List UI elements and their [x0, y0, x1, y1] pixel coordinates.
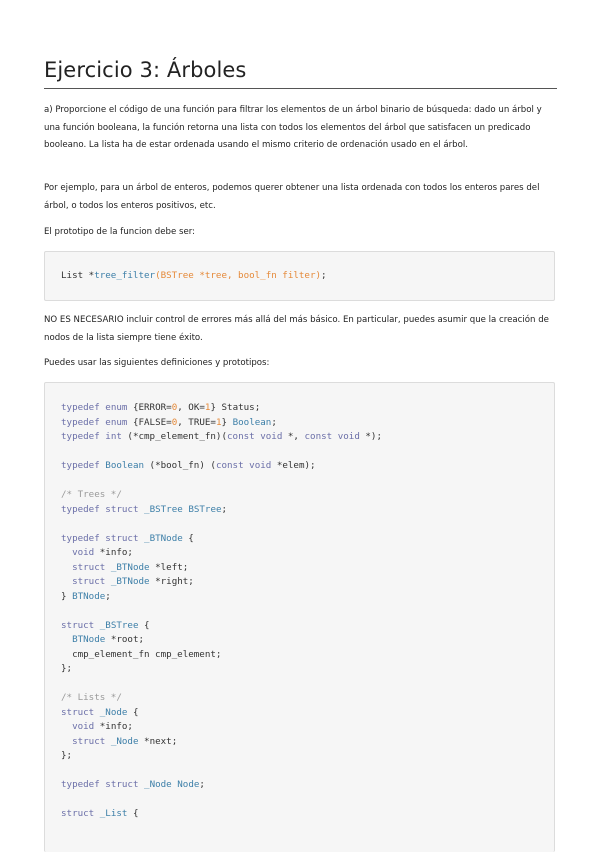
code-line: } BTNode;	[61, 590, 111, 602]
code-line: struct _BTNode *right;	[72, 576, 194, 587]
title-divider	[44, 88, 557, 89]
code-line: BTNode *root;	[72, 634, 145, 645]
code-line: typedef struct _BSTree BSTree;	[61, 503, 228, 515]
code-line: /* Lists */	[61, 692, 122, 703]
paragraph-example: Por ejemplo, para un árbol de enteros, podemos querer obtener una lista ordenada con todos los enteros pares del árbol, o todos los enteros positivos, etc.	[44, 183, 540, 211]
paragraph-error-note: NO ES NECESARIO incluir control de errores más allá del más básico. En particular, puedes asumir que la creación de nodos de la lista siempre tiene éxito.	[44, 315, 549, 343]
code-line: struct _Node *next;	[72, 735, 178, 747]
code-line: /* Trees */	[61, 489, 122, 500]
code-line: void *info;	[72, 721, 133, 732]
code-line: typedef enum {FALSE=0, TRUE=1} Boolean;	[61, 416, 277, 428]
code-line: struct _Node {	[61, 706, 139, 718]
prototype-code	[45, 252, 554, 284]
code-line: typedef Boolean (*bool_fn) (const void *elem);	[61, 460, 316, 471]
code-line: typedef struct _BTNode {	[61, 532, 194, 544]
code-line: };	[61, 663, 73, 674]
code-line: cmp_element_fn cmp_element;	[61, 648, 222, 660]
definitions-code-block	[44, 382, 555, 852]
prototype-code-block	[44, 251, 555, 301]
paragraph-statement: a) Proporcione el código de una función para filtrar los elementos de un árbol binario de búsqueda: dado un árbol y una función booleana, la función retorna una lista con todos los elementos del árbol que satisfacen un predicado booleano. La lista ha de estar ordenada usando el mismo criterio de ordenación usado en el árbol.	[44, 105, 542, 150]
definitions-code	[45, 383, 554, 822]
paragraph-definitions-intro: Puedes usar las siguientes definiciones y prototipos:	[44, 358, 270, 368]
page-title: Ejercicio 3: Árboles	[44, 58, 247, 82]
code-line: typedef int (*cmp_element_fn)(const void *, const void *);	[61, 431, 382, 442]
code-line: struct _List {	[61, 808, 139, 819]
code-line: void *info;	[72, 547, 133, 558]
code-line: };	[61, 750, 73, 761]
code-line: struct _BTNode *left;	[72, 561, 189, 573]
code-line: typedef enum {ERROR=0, OK=1} Status;	[61, 402, 261, 413]
code-line: struct _BSTree {	[61, 619, 150, 631]
paragraph-prototype-intro: El prototipo de la funcion debe ser:	[44, 227, 196, 237]
code-line: List *tree_filter(BSTree *tree, bool_fn filter);	[61, 270, 327, 281]
code-line: typedef struct _Node Node;	[61, 779, 205, 790]
